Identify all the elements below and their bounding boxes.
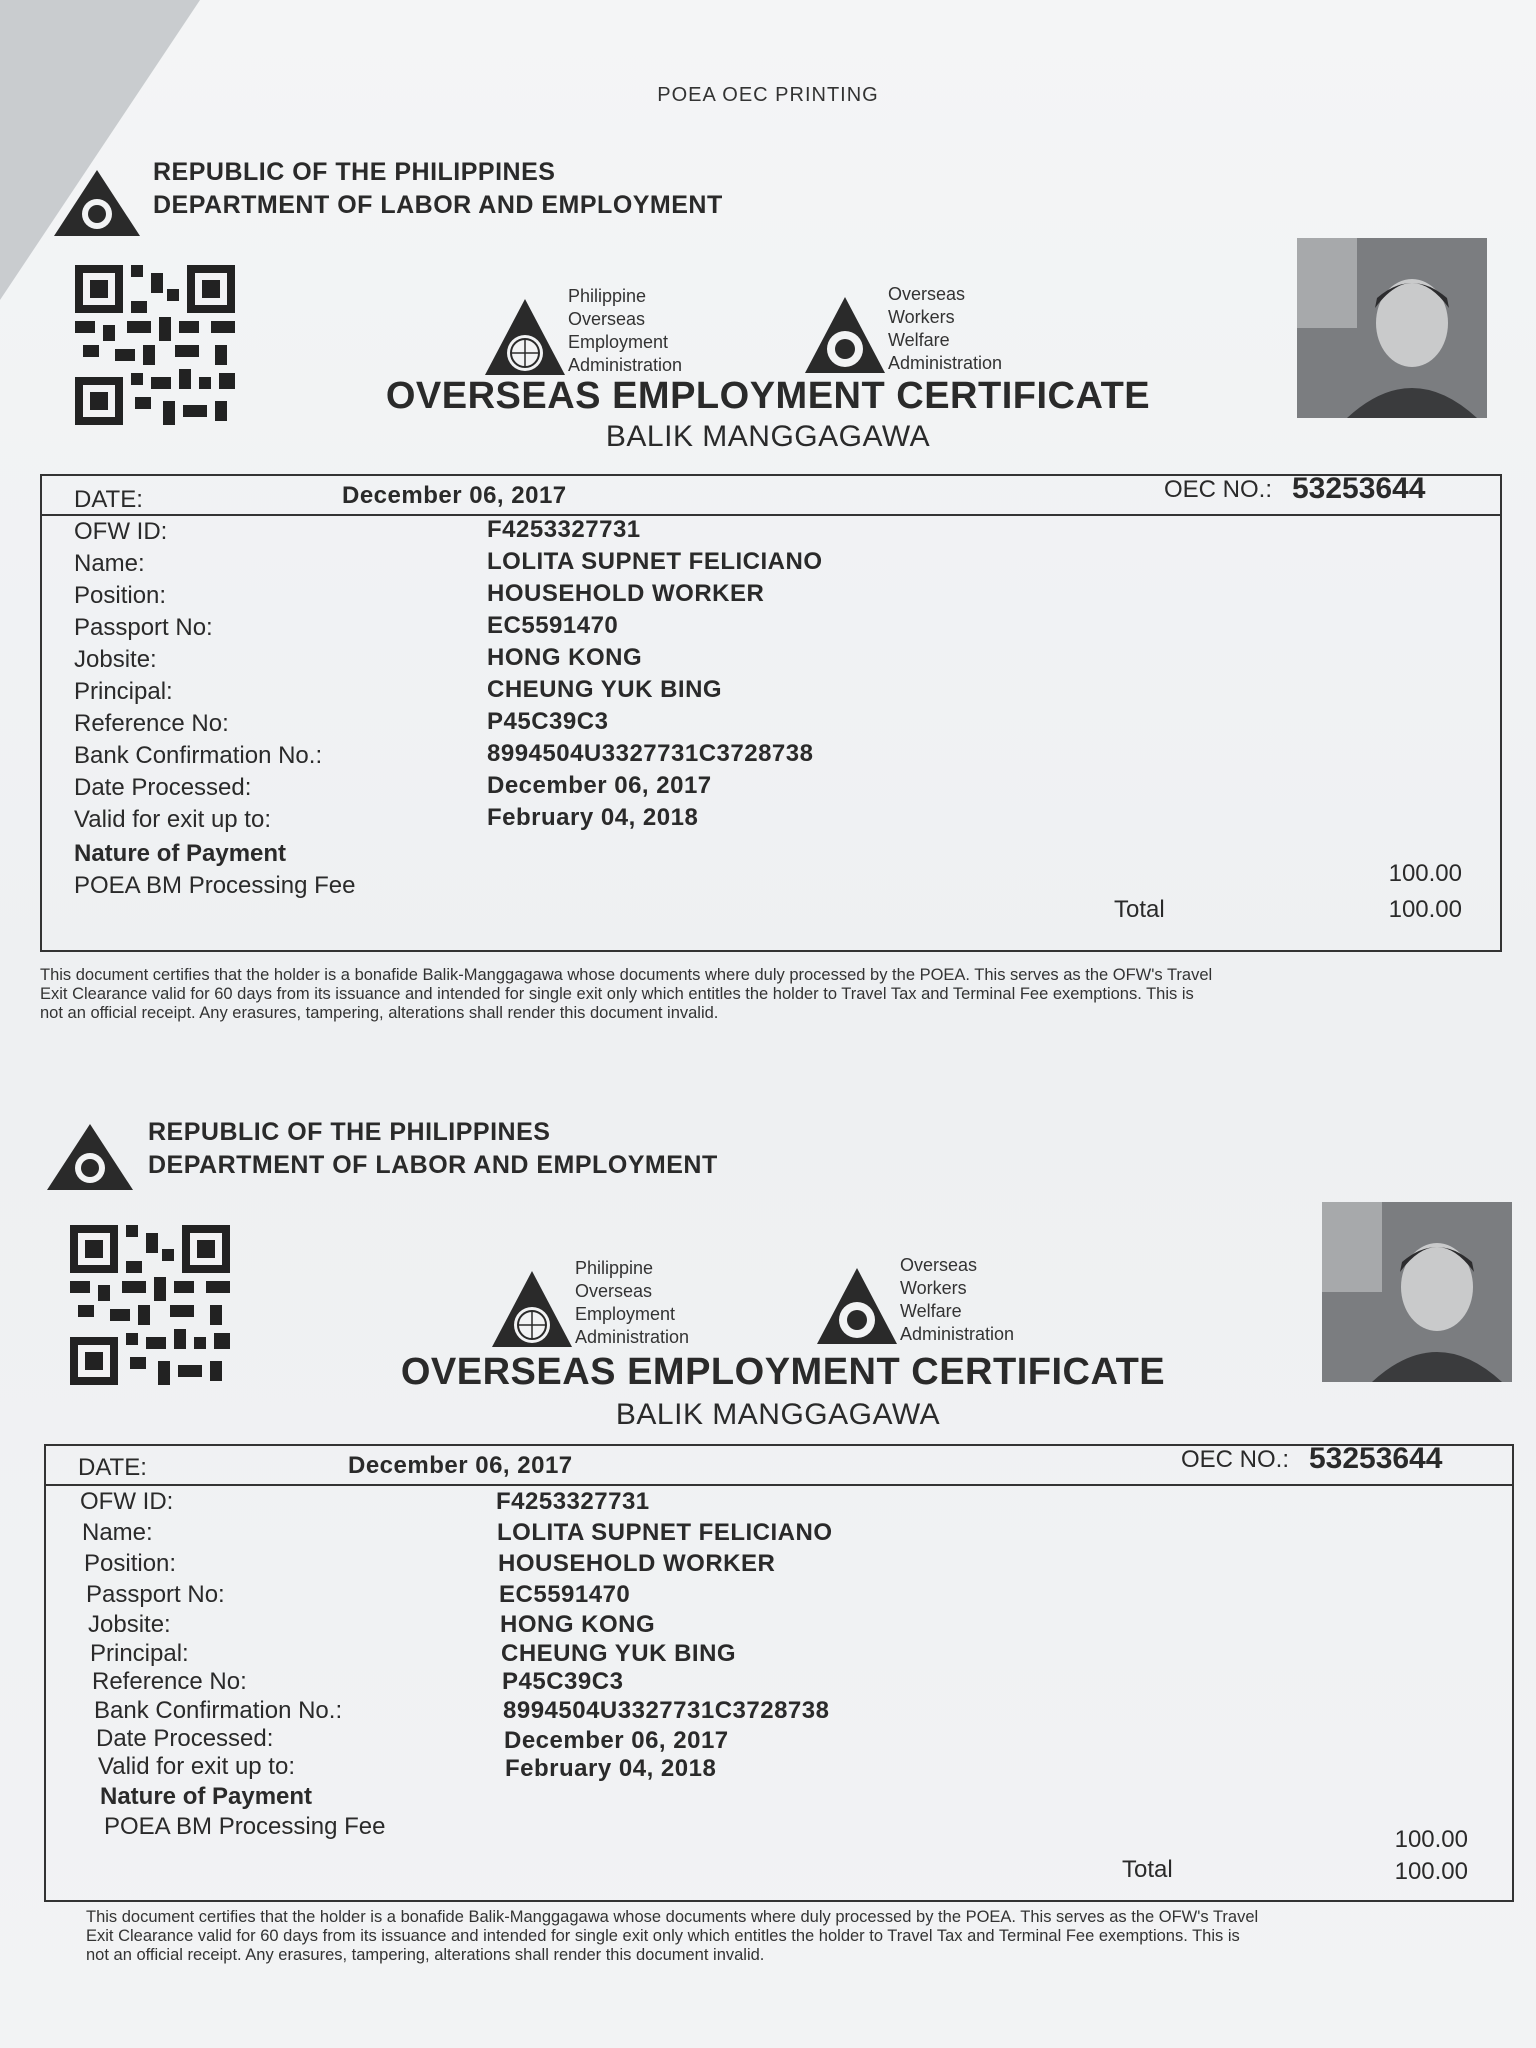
field-label: Principal: [90,1640,189,1667]
date-label: DATE: [74,486,143,513]
dole-logo-icon [45,1122,135,1192]
field-label: OFW ID: [80,1488,174,1515]
dole-line-2: DEPARTMENT OF LABOR AND EMPLOYMENT [148,1151,718,1179]
field-value: 8994504U3327731C3728738 [487,740,814,767]
field-label: Position: [84,1550,177,1577]
field-value: December 06, 2017 [504,1727,729,1754]
field-label: Bank Confirmation No.: [94,1697,343,1724]
owwa-name: Overseas Workers Welfare Administration [888,284,1003,373]
field-label: Principal: [74,678,173,705]
field-value: February 04, 2018 [487,804,699,831]
poea-name: Philippine Overseas Employment Administration [568,286,683,375]
certificate-title: OVERSEAS EMPLOYMENT CERTIFICATE [400,1351,1166,1393]
field-value: HONG KONG [487,644,643,671]
dole-line-1: REPUBLIC OF THE PHILIPPINES [148,1118,551,1146]
field-label: Jobsite: [74,646,157,673]
field-label: Bank Confirmation No.: [74,742,323,769]
field-value: P45C39C3 [502,1668,624,1695]
field-value: 8994504U3327731C3728738 [503,1697,830,1724]
field-value: December 06, 2017 [487,772,712,799]
details-box [44,1444,1514,1902]
certificate-subtitle: BALIK MANGGAGAWA [605,420,931,453]
dole-heading [148,1116,718,1182]
dole-logo-icon [52,168,142,238]
field-value: LOLITA SUPNET FELICIANO [497,1519,833,1546]
divider [42,514,1500,516]
oec-number: 53253644 [1292,472,1426,505]
owwa-logo-block [815,1254,1055,1354]
field-label: Reference No: [92,1668,247,1695]
owwa-seal-icon [815,1264,899,1348]
field-value: LOLITA SUPNET FELICIANO [487,548,823,575]
poea-name: Philippine Overseas Employment Administration [575,1258,690,1347]
field-value: EC5591470 [499,1581,631,1608]
field-value: P45C39C3 [487,708,609,735]
field-label: Name: [74,550,145,577]
oec-label: OEC NO.: [1181,1446,1290,1473]
field-label: Jobsite: [88,1611,171,1638]
certificate-subtitle: BALIK MANGGAGAWA [615,1398,941,1431]
field-label: Passport No: [86,1581,225,1608]
field-value: HOUSEHOLD WORKER [498,1550,776,1577]
poea-logo-block [490,1257,730,1357]
field-value: F4253327731 [496,1488,650,1515]
divider [46,1484,1512,1486]
field-value: F4253327731 [487,516,641,543]
fee-name: POEA BM Processing Fee [104,1813,386,1840]
dole-line-2: DEPARTMENT OF LABOR AND EMPLOYMENT [153,191,723,219]
fee-name: POEA BM Processing Fee [74,872,356,899]
certificate-title: OVERSEAS EMPLOYMENT CERTIFICATE [385,375,1151,417]
certification-notice: This document certifies that the holder is a bonafide Balik-Manggagawa whose documents where duly processed by the POEA. This serves as the OFW's Travel Exit Clearance valid for 60 days from its issuance and intended for single exit only which entitles the holder to Travel Tax and Terminal Fee exemptions. This is not an official receipt. Any erasures, tampering, alterations shall render this document invalid. [40,966,1213,1022]
field-label: Position: [74,582,167,609]
field-label: OFW ID: [74,518,168,545]
field-label: Reference No: [74,710,229,737]
field-value: February 04, 2018 [505,1755,717,1782]
field-value: CHEUNG YUK BING [487,676,723,703]
field-label: Date Processed: [74,774,252,801]
total-label: Total [1114,896,1165,923]
poea-seal-icon [490,1267,574,1351]
field-label: Name: [82,1519,153,1546]
nature-of-payment-heading: Nature of Payment [74,840,287,867]
owwa-seal-icon [803,293,887,377]
total-label: Total [1122,1856,1173,1883]
dole-line-1: REPUBLIC OF THE PHILIPPINES [153,158,556,186]
oec-number: 53253644 [1309,1442,1443,1475]
fee-amount: 100.00 [1394,1826,1468,1853]
date-value: December 06, 2017 [348,1452,573,1479]
owwa-logo-block [803,283,1043,383]
field-label: Date Processed: [96,1725,274,1752]
fee-amount: 100.00 [1388,860,1462,887]
owwa-name: Overseas Workers Welfare Administration [900,1255,1015,1344]
date-value: December 06, 2017 [342,482,567,509]
field-label: Valid for exit up to: [98,1753,295,1780]
oec-label: OEC NO.: [1164,476,1273,503]
field-value: CHEUNG YUK BING [501,1640,737,1667]
field-value: EC5591470 [487,612,619,639]
total-amount: 100.00 [1394,1858,1468,1885]
total-amount: 100.00 [1388,896,1462,923]
poea-seal-icon [483,295,567,379]
nature-of-payment-heading: Nature of Payment [100,1783,313,1810]
certification-notice: This document certifies that the holder is a bonafide Balik-Manggagawa whose documents where duly processed by the POEA. This serves as the OFW's Travel Exit Clearance valid for 60 days from its issuance and intended for single exit only which entitles the holder to Travel Tax and Terminal Fee exemptions. This is not an official receipt. Any erasures, tampering, alterations shall render this document invalid. [86,1908,1259,1964]
date-label: DATE: [78,1454,147,1481]
poea-logo-block [483,285,723,385]
details-box [40,474,1502,952]
field-value: HOUSEHOLD WORKER [487,580,765,607]
field-label: Valid for exit up to: [74,806,271,833]
dole-heading [153,156,723,222]
folded-corner [0,0,200,300]
field-label: Passport No: [74,614,213,641]
print-header: POEA OEC PRINTING [657,84,879,106]
field-value: HONG KONG [500,1611,656,1638]
